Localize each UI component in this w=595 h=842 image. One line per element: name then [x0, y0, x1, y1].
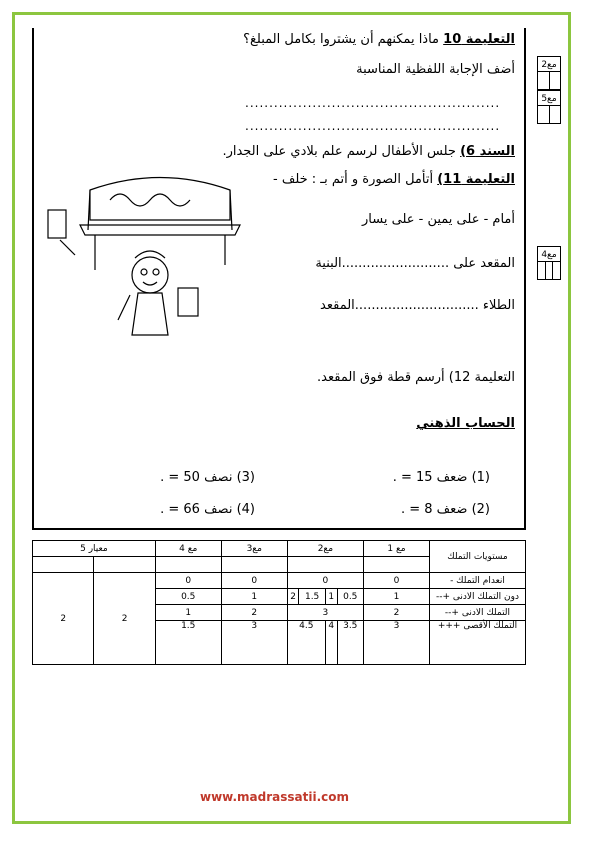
score-box-m2: [537, 56, 561, 90]
instruction-10-text: ماذا يمكنهم أن يشتروا بكامل المبلغ؟: [243, 32, 440, 47]
answer-line-2: .....................................................: [245, 119, 501, 133]
row-3-c2c: 4.5: [287, 621, 325, 665]
instruction-11: [273, 172, 515, 187]
row-2-c1: 2: [364, 605, 430, 621]
grading-table: [32, 540, 526, 665]
row-2-c3: 2: [221, 605, 287, 621]
row-3-c1: 3: [364, 621, 430, 665]
row-0-c1: 0: [364, 573, 430, 589]
instruction-12: التعليمة 12) أرسم قطة فوق المقعد.: [317, 370, 515, 385]
row-2-label: التملك الادنى +--: [430, 605, 526, 621]
row-0-c4: 0: [155, 573, 221, 589]
row-0-c2: 0: [287, 573, 363, 589]
answer-line-1: .....................................................: [245, 96, 501, 110]
row-1-c3: 1: [221, 589, 287, 605]
sanad-6: [222, 144, 515, 159]
head-levels: مستويات التملك: [430, 541, 526, 573]
mental-q3: (3) نصف 50 = .: [160, 470, 255, 485]
instruction-10-sub: أضف الإجابة اللفظية المناسبة: [356, 62, 515, 77]
bench-child-illustration: [40, 170, 250, 350]
row-0-label: انعدام التملك -: [430, 573, 526, 589]
instruction-11-text: أتأمل الصورة و أتم بـ : خلف -: [273, 172, 434, 187]
head-c1: مع 1: [364, 541, 430, 557]
instruction-10-title: التعليمة 10: [443, 32, 515, 47]
row-1-c1: 1: [364, 589, 430, 605]
instruction-11-line-2: الطلاء ..............................المقعد: [320, 298, 515, 313]
score-box-m5: [537, 90, 561, 124]
score-label-m4: مع4: [537, 246, 561, 262]
row-1-c2c: 1.5: [299, 589, 325, 605]
sanad-6-title: السند 6): [460, 144, 515, 159]
footer-website[interactable]: www.madrassatii.com: [200, 790, 350, 804]
row-1-c2d: 2: [287, 589, 299, 605]
row-1-c2b: 1: [325, 589, 337, 605]
row-c5a: 2: [94, 573, 155, 665]
row-0-c3: 0: [221, 573, 287, 589]
head-c3: مع3: [221, 541, 287, 557]
sanad-6-text: جلس الأطفال لرسم علم بلادي على الجدار.: [222, 144, 456, 159]
head-c4: مع 4: [155, 541, 221, 557]
mental-q2: (2) ضعف 8 = .: [400, 502, 490, 517]
score-label-m2: مع2: [537, 56, 561, 72]
head-c2: مع2: [287, 541, 363, 557]
row-1-c2a: 0.5: [337, 589, 363, 605]
mental-q4: (4) نصف 66 = .: [160, 502, 255, 517]
row-3-c2b: 4: [325, 621, 337, 665]
score-label-m5: مع5: [537, 90, 561, 106]
instruction-11-title: التعليمة 11): [437, 172, 515, 187]
mental-q1: (1) ضعف 15 = .: [392, 470, 490, 485]
row-2-c2: 3: [287, 605, 363, 621]
score-box-m4: [537, 246, 561, 280]
row-1-c4: 0.5: [155, 589, 221, 605]
mental-math-title: الحساب الذهني: [416, 416, 515, 431]
row-3-c3: 3: [221, 621, 287, 665]
instruction-11-choices: أمام - على يمين - على يسار: [362, 212, 515, 227]
instruction-11-line-1: المقعد على ..........................البنية: [315, 256, 515, 271]
head-c5: معيار 5: [33, 541, 156, 557]
row-c5b: 2: [33, 573, 94, 665]
row-1-label: دون التملك الادنى +--: [430, 589, 526, 605]
instruction-10: [243, 32, 515, 47]
row-3-c4: 1.5: [155, 621, 221, 665]
row-3-c2a: 3.5: [337, 621, 363, 665]
row-3-label: التملك الأقصى +++: [430, 621, 526, 665]
row-2-c4: 1: [155, 605, 221, 621]
